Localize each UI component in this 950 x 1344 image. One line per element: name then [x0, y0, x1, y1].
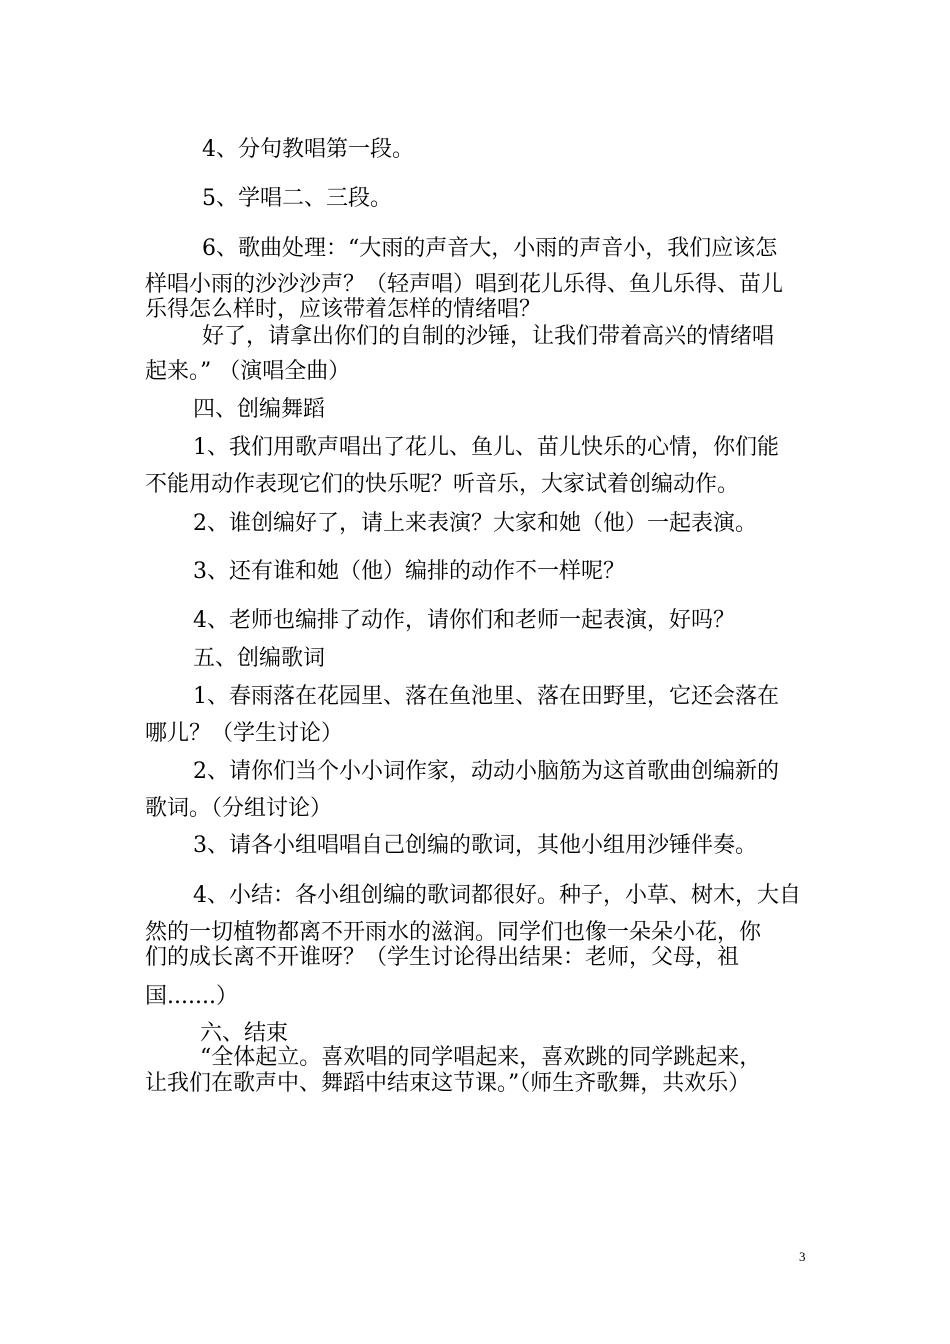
text-line: 们的成长离不开谁呀？（学生讨论得出结果：老师，父母，祖	[145, 945, 740, 970]
text-line: 乐得怎么样时，应该带着怎样的情绪唱？	[145, 297, 542, 322]
text-line: 歌词。（分组讨论）	[145, 796, 333, 821]
text-line: 5、学唱二、三段。	[202, 186, 392, 211]
text-line: 起来。” （演唱全曲）	[145, 359, 351, 384]
section-heading: 六、结束	[200, 1021, 289, 1046]
text-line: 4、老师也编排了动作，请你们和老师一起表演，好吗？	[193, 608, 735, 633]
text-line: 2、谁创编好了，请上来表演？大家和她（他）一起表演。	[193, 511, 757, 536]
text-line: 3、请各小组唱唱自己创编的歌词，其他小组用沙锤伴奏。	[193, 833, 757, 858]
text-line: 让我们在歌声中、舞蹈中结束这节课。”（师生齐歌舞，共欢乐）	[145, 1071, 751, 1096]
text-line: 哪儿？（学生讨论）	[145, 721, 344, 746]
section-heading: 四、创编舞蹈	[193, 397, 326, 422]
text-line: 2、请你们当个小小词作家，动动小脑筋为这首歌曲创编新的	[193, 759, 779, 784]
text-line: “全体起立。喜欢唱的同学唱起来，喜欢跳的同学跳起来，	[200, 1045, 762, 1070]
text-line: 样唱小雨的沙沙沙声？（轻声唱）唱到花儿乐得、鱼儿乐得、苗儿	[145, 272, 784, 297]
text-line: 4、分句教唱第一段。	[202, 137, 414, 162]
text-line: 4、小结：各小组创编的歌词都很好。种子，小草、树木，大自	[193, 883, 801, 908]
text-line: 6、歌曲处理：“大雨的声音大，小雨的声音小，我们应该怎	[202, 236, 778, 261]
text-line: 不能用动作表现它们的快乐呢？听音乐，大家试着创编动作。	[145, 472, 740, 497]
text-line: 1、春雨落在花园里、落在鱼池里、落在田野里，它还会落在	[193, 684, 779, 709]
text-line: 好了，请拿出你们的自制的沙锤，让我们带着高兴的情绪唱	[202, 324, 775, 349]
text-line: 3、还有谁和她（他）编排的动作不一样呢？	[193, 559, 625, 584]
text-line: 1、我们用歌声唱出了花儿、鱼儿、苗儿快乐的心情，你们能	[193, 435, 779, 460]
text-line: 然的一切植物都离不开雨水的滋润。同学们也像一朵朵小花，你	[145, 920, 762, 945]
section-heading: 五、创编歌词	[193, 646, 326, 671]
page-number: 3	[799, 1249, 806, 1264]
text-line: 国.......）	[145, 984, 238, 1009]
